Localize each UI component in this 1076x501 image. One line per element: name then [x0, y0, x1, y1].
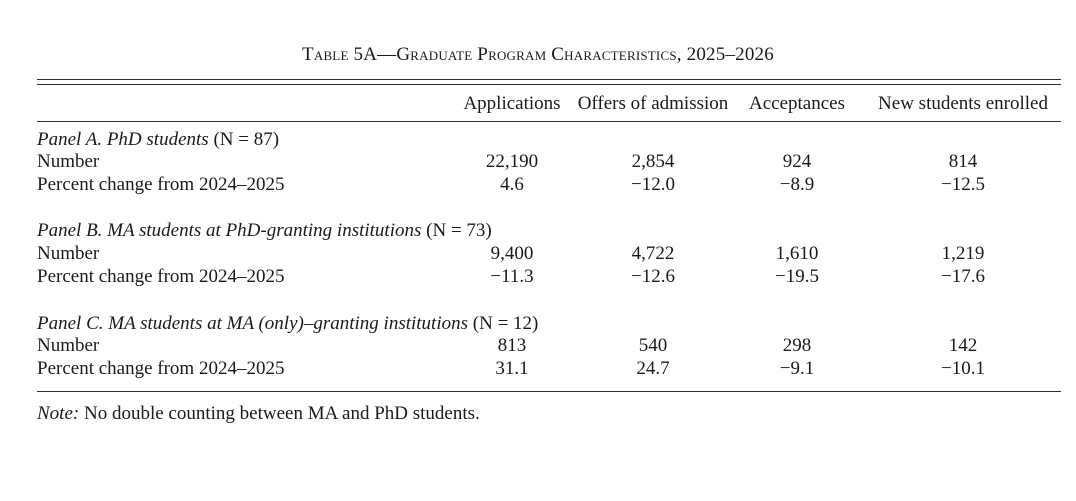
panel-c-label: Panel C. MA students at MA (only)–granting institutions	[37, 313, 469, 334]
panel-c-heading	[37, 313, 1061, 335]
panel-b-heading	[37, 220, 1061, 242]
cell-value: −19.5	[775, 266, 819, 287]
table-row	[37, 358, 1061, 380]
note-label: Note:	[37, 403, 80, 424]
col-header-offers: Offers of admission	[577, 93, 729, 114]
cell-value: 540	[638, 335, 668, 356]
cell-value: −8.9	[779, 174, 815, 195]
cell-value: −12.0	[631, 174, 675, 195]
cell-value: 4,722	[631, 243, 675, 264]
table-row	[37, 174, 1061, 196]
header-row	[37, 93, 1061, 115]
cell-value: 9,400	[490, 243, 534, 264]
cell-value: −9.1	[779, 358, 815, 379]
bottom-rule	[37, 391, 1061, 392]
table-row	[37, 151, 1061, 173]
cell-value: 813	[497, 335, 527, 356]
panel-a-n: (N = 87)	[213, 129, 280, 150]
note-text: No double counting between MA and PhD students.	[83, 403, 480, 424]
table-row	[37, 335, 1061, 357]
header-rule	[37, 121, 1061, 122]
table-row	[37, 266, 1061, 288]
cell-value: 1,219	[941, 243, 985, 264]
cell-value: −17.6	[941, 266, 985, 287]
row-label: Percent change from 2024–2025	[37, 174, 285, 195]
row-label: Number	[37, 243, 100, 264]
cell-value: 24.7	[636, 358, 670, 379]
panel-a-heading	[37, 129, 1061, 151]
panel-b-label: Panel B. MA students at PhD-granting institutions	[37, 220, 422, 241]
row-label: Number	[37, 335, 100, 356]
row-label: Number	[37, 151, 100, 172]
top-rule-1	[37, 79, 1061, 80]
col-header-applications: Applications	[463, 93, 561, 114]
cell-value: −10.1	[941, 358, 985, 379]
col-header-enrolled: New students enrolled	[878, 93, 1048, 114]
col-header-acceptances: Acceptances	[749, 93, 845, 114]
cell-value: 814	[948, 151, 978, 172]
cell-value: −12.5	[941, 174, 985, 195]
cell-value: 31.1	[495, 358, 529, 379]
cell-value: −11.3	[490, 266, 534, 287]
cell-value: 1,610	[775, 243, 819, 264]
row-label: Percent change from 2024–2025	[37, 358, 285, 379]
panel-b-n: (N = 73)	[426, 220, 492, 241]
panel-a-label: Panel A. PhD students	[37, 129, 209, 150]
table-row	[37, 243, 1061, 265]
cell-value: 298	[782, 335, 812, 356]
cell-value: 22,190	[485, 151, 539, 172]
cell-value: 142	[948, 335, 978, 356]
row-label: Percent change from 2024–2025	[37, 266, 285, 287]
cell-value: 4.6	[500, 174, 524, 195]
cell-value: 924	[782, 151, 812, 172]
cell-value: 2,854	[631, 151, 675, 172]
table-note	[37, 403, 480, 425]
cell-value: −12.6	[631, 266, 675, 287]
table-title: Table 5A—Graduate Program Characteristics, 2025–2026	[302, 44, 774, 65]
panel-c-n: (N = 12)	[472, 313, 539, 334]
top-rule-2	[37, 84, 1061, 85]
